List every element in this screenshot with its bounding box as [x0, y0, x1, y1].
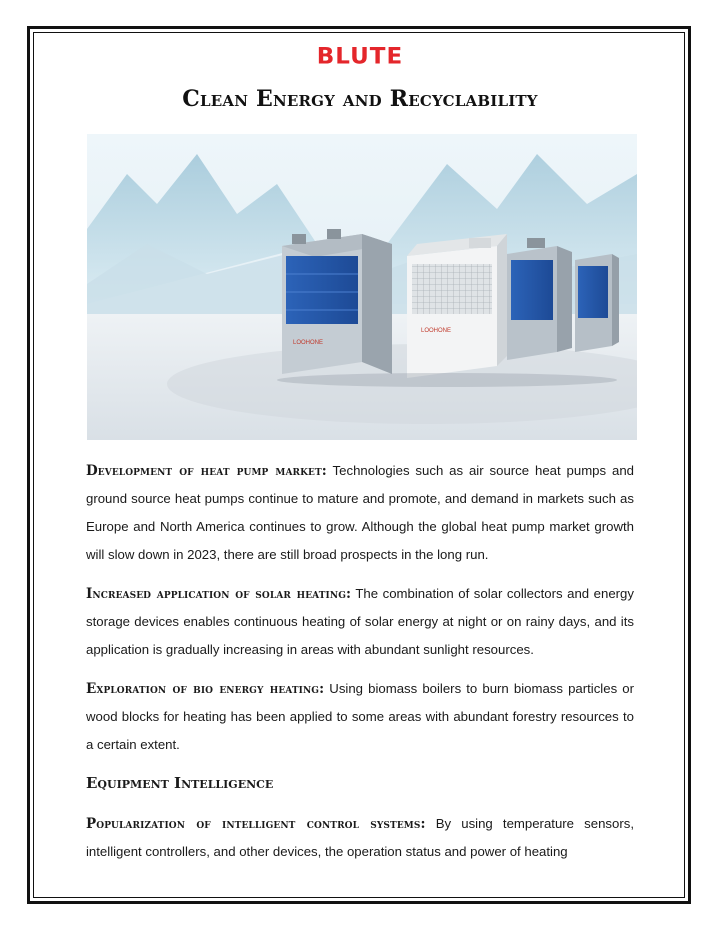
paragraph-lead: Exploration of bio energy heating: [86, 681, 325, 697]
paragraph-intelligent-control [86, 810, 634, 866]
hero-image-heat-pumps [87, 134, 637, 440]
paragraph-lead: Development of heat pump market: [86, 463, 327, 479]
brand-logo: BLUTE [316, 44, 404, 70]
paragraph-text: The combination of solar collectors and energy storage devices enables continuous heating of solar energy at night or on rainy days, and its application is gradually increasing in areas with abundant sunlight resources. [86, 586, 634, 657]
paragraph-lead: Increased application of solar heating: [86, 586, 352, 602]
page-title: Clean Energy and Recyclability [182, 86, 538, 112]
paragraph-bio-energy [86, 675, 634, 759]
unit-brand-label: LOOHONE [293, 340, 324, 346]
paragraph-text: By using temperature sensors, intelligent controllers, and other devices, the operation status and power of heating [86, 816, 634, 859]
paragraph-text: Using biomass boilers to burn biomass particles or wood blocks for heating has been applied to some areas with abundant forestry resources to a certain extent. [86, 681, 634, 752]
paragraph-solar-heating [86, 580, 634, 664]
paragraph-heat-pump-market [86, 457, 634, 569]
section-heading: Equipment Intelligence [86, 774, 274, 792]
article-body [86, 457, 634, 877]
paragraph-lead: Popularization of intelligent control systems: [86, 816, 426, 832]
unit-brand-label-2: LOOHONE [421, 328, 452, 334]
paragraph-text: Technologies such as air source heat pumps and ground source heat pumps continue to mature and promote, and demand in markets such as Europe and North America continues to grow. Although the global heat pump market growth will slow down in 2023, there are still broad prospects in the long run. [86, 463, 635, 562]
